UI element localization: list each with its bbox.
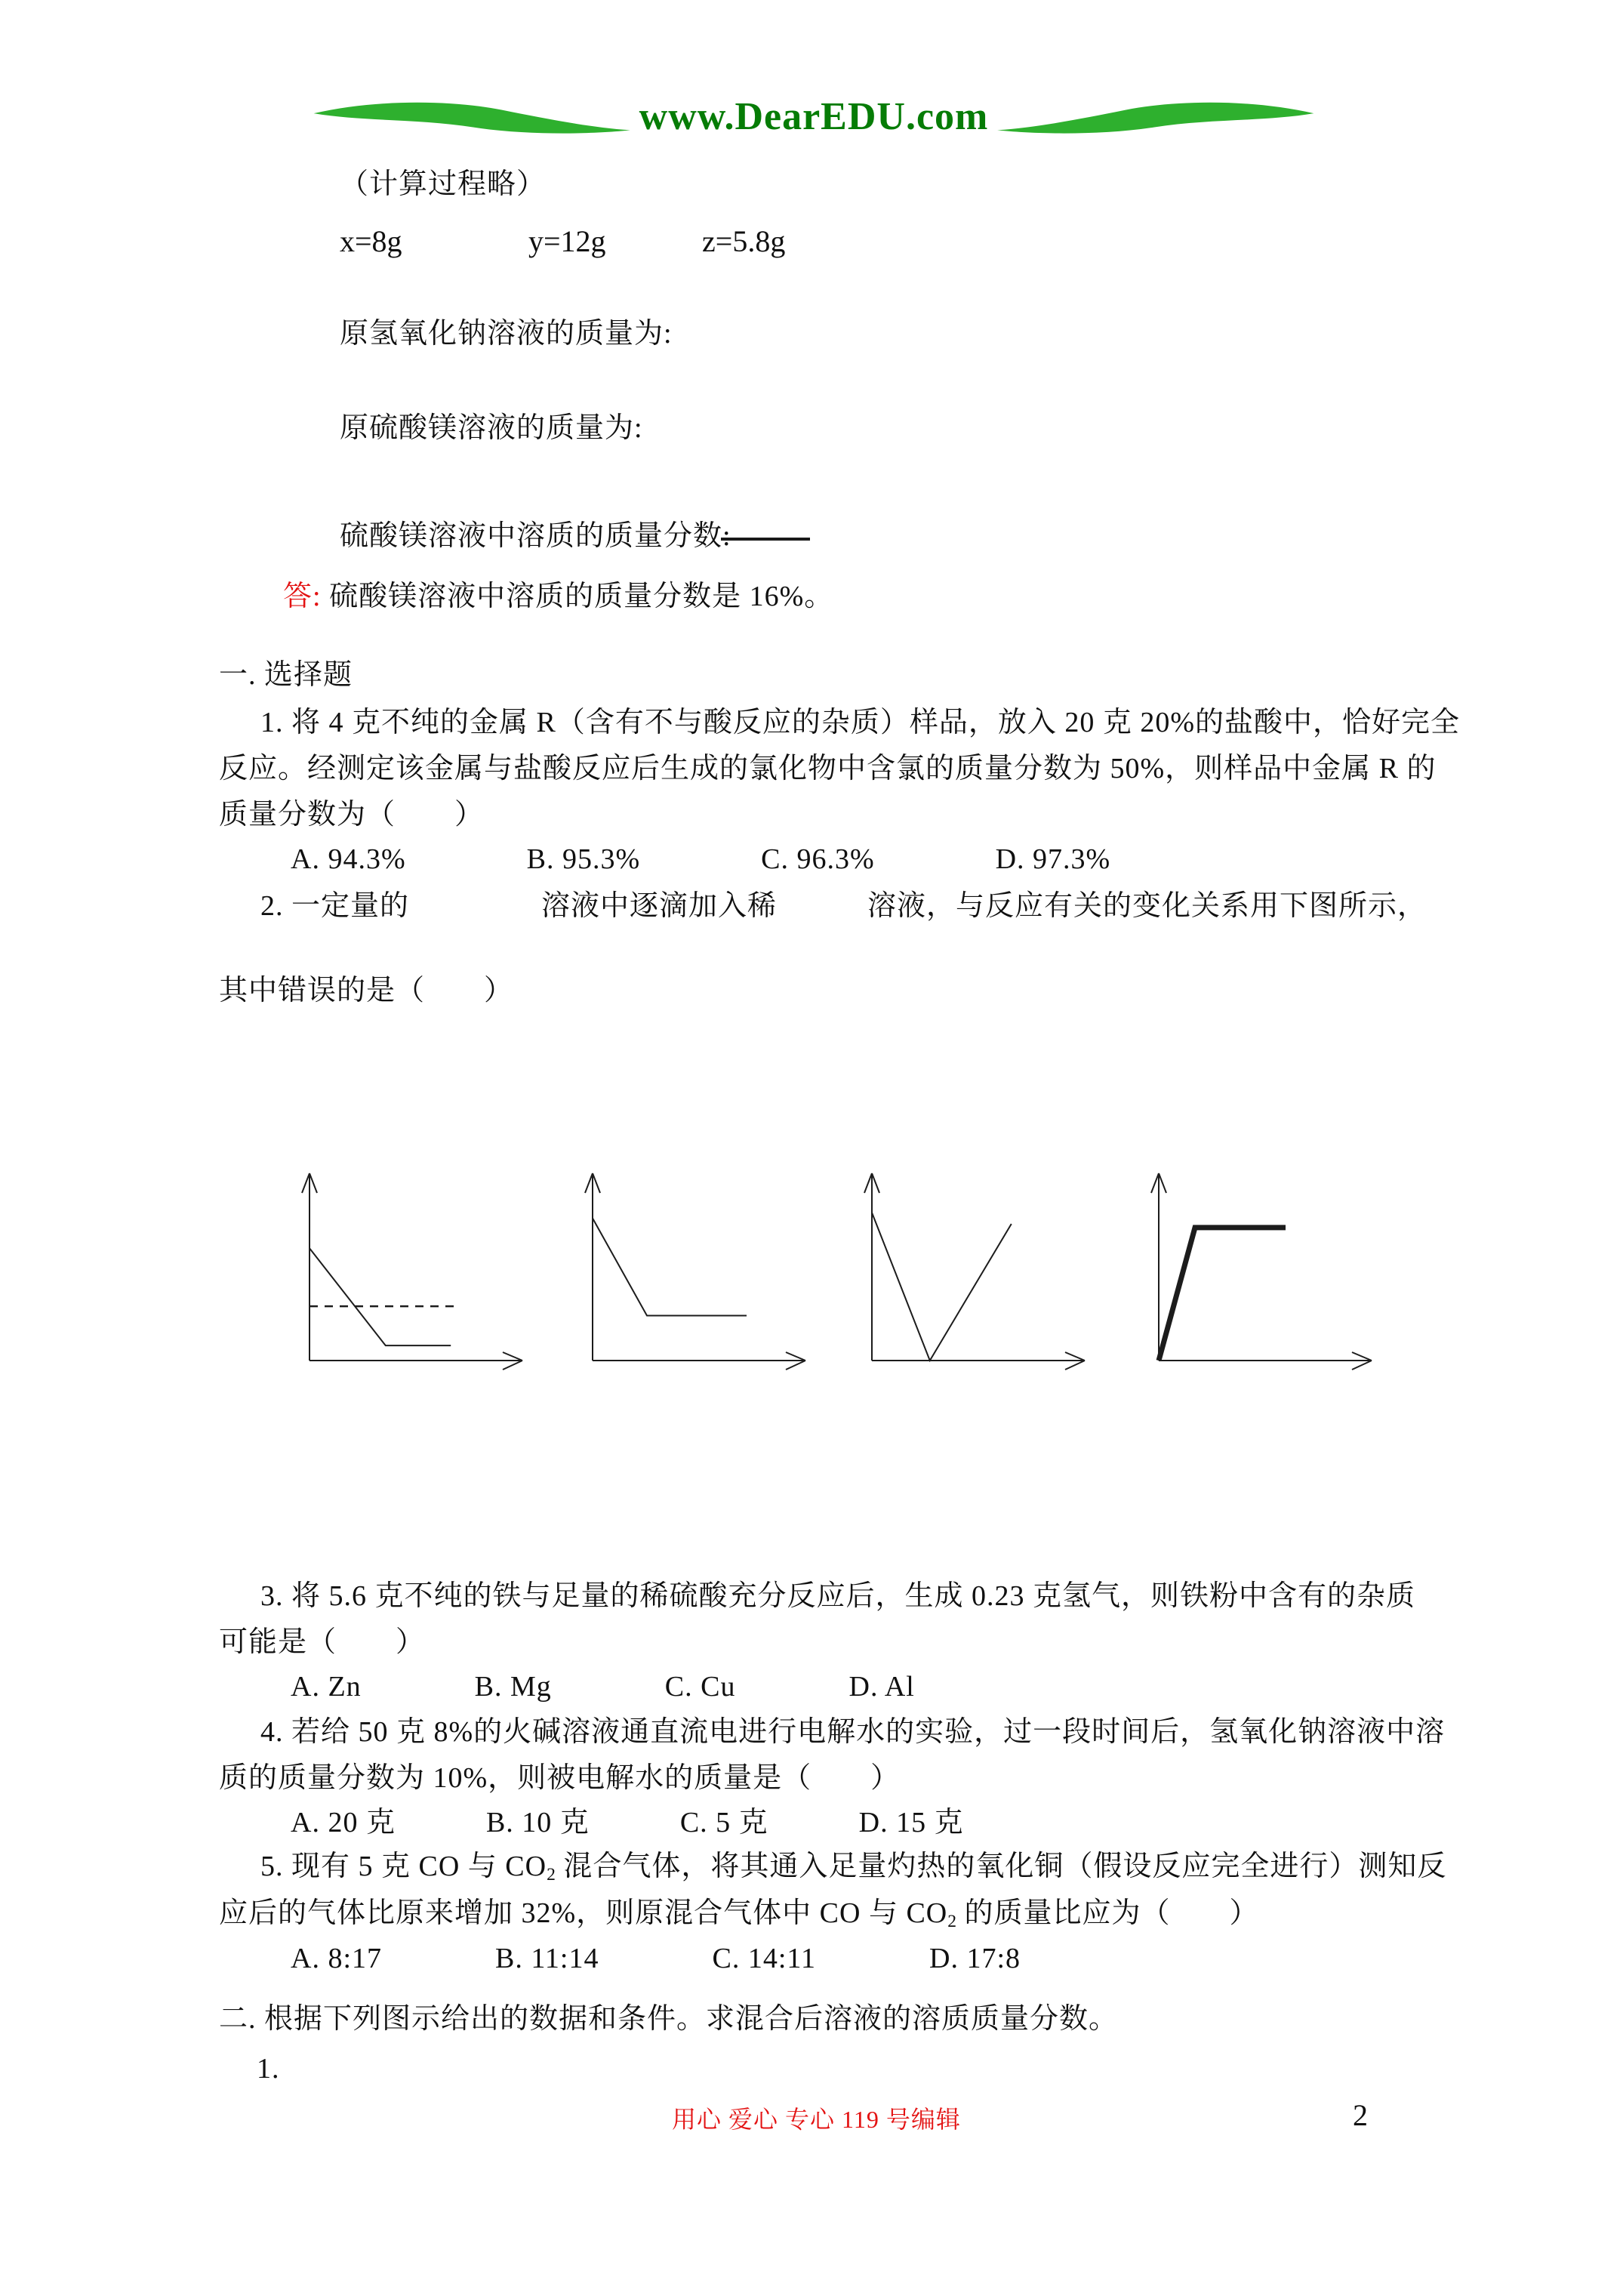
q5-options: [291, 1942, 1021, 1977]
answer-line: [283, 580, 833, 615]
q3-option-d: D. Al: [848, 1671, 915, 1703]
q5-line1-text: 5. 现有 5 克 CO 与 CO: [260, 1851, 547, 1882]
q2-line1-part1: 2. 一定量的: [260, 890, 410, 922]
graph-d: [1144, 1163, 1385, 1389]
q4-option-c: C. 5 克: [679, 1807, 768, 1838]
q2-line2: 其中错误的是（ ）: [219, 975, 514, 1006]
q1-line1: 1. 将 4 克不纯的金属 R（含有不与酸反应的杂质）样品，放入 20 克 20%的盐酸中，恰好完全: [260, 707, 1461, 738]
q2-line1-part3: 溶液，与反应有关的变化关系用下图所示，: [867, 890, 1427, 922]
graph-a: [294, 1163, 536, 1389]
logo-swoosh-left-icon: [310, 92, 635, 140]
q5-line2-text: 应后的气体比原来增加 32%，则原混合气体中 CO 与 CO: [219, 1897, 948, 1929]
graph-c: [857, 1163, 1098, 1389]
q3-options: [291, 1670, 915, 1705]
naoh-mass-line: 原氢氧化钠溶液的质量为:: [340, 318, 673, 350]
q5-option-a: A. 8:17: [291, 1943, 382, 1974]
q4-option-d: D. 15 克: [858, 1807, 964, 1838]
q1-option-d: D. 97.3%: [995, 843, 1111, 875]
answer-text: 硫酸镁溶液中溶质的质量分数是 16%。: [329, 581, 834, 612]
q4-line2: 质的质量分数为 10%，则被电解水的质量是（ ）: [219, 1762, 901, 1794]
fill-in-blank-line: [721, 538, 810, 541]
q3-option-a: A. Zn: [291, 1671, 362, 1703]
mass-fraction-line: 硫酸镁溶液中溶质的质量分数:: [340, 520, 731, 552]
q1-line3: 质量分数为（ ）: [219, 799, 485, 831]
graph-b: [577, 1163, 819, 1389]
q2-line1-part2: 溶液中逐滴加入稀: [541, 890, 778, 922]
q3-line2: 可能是（ ）: [219, 1626, 426, 1658]
section2-item1: 1.: [257, 2053, 280, 2085]
x-value: x=8g: [340, 224, 402, 258]
q3-option-b: B. Mg: [474, 1671, 552, 1703]
q5-line2-text2: 的质量比应为（ ）: [956, 1897, 1259, 1929]
site-logo-banner: [278, 85, 1350, 148]
q5-option-d: D. 17:8: [929, 1943, 1021, 1974]
section1-title: 一. 选择题: [219, 659, 353, 691]
footer-note: 用心 爱心 专心 119 号编辑: [672, 2106, 961, 2133]
mgso4-mass-line: 原硫酸镁溶液的质量为:: [340, 412, 643, 444]
q4-option-b: B. 10 克: [485, 1807, 590, 1838]
section2-title: 二. 根据下列图示给出的数据和条件。求混合后溶液的溶质质量分数。: [219, 2003, 1119, 2035]
q1-option-a: A. 94.3%: [291, 843, 406, 875]
q5-option-c: C. 14:11: [712, 1943, 816, 1974]
q4-options: [291, 1806, 964, 1841]
q4-line1: 4. 若给 50 克 8%的火碱溶液通直流电进行电解水的实验，过一段时间后，氢氧化钠溶液中溶: [260, 1716, 1446, 1748]
q5-line1: [260, 1850, 1446, 1885]
q1-option-b: B. 95.3%: [526, 843, 641, 875]
q3-line1: 3. 将 5.6 克不纯的铁与足量的稀硫酸充分反应后，生成 0.23 克氢气，则铁粉中含有的杂质: [260, 1580, 1416, 1612]
q5-line2: [219, 1897, 1259, 1932]
logo-swoosh-right-icon: [993, 92, 1317, 140]
q4-option-a: A. 20 克: [291, 1807, 396, 1838]
q3-option-c: C. Cu: [664, 1671, 736, 1703]
q2-line1: [260, 889, 1427, 924]
q5-co2-subscript2: 2: [947, 1911, 957, 1931]
page-number: 2: [1353, 2098, 1369, 2132]
q1-option-c: C. 96.3%: [761, 843, 875, 875]
q1-line2: 反应。经测定该金属与盐酸反应后生成的氯化物中含氯的质量分数为 50%，则样品中金属 R 的: [219, 753, 1437, 784]
q5-option-b: B. 11:14: [495, 1943, 599, 1974]
q5-line1-text2: 混合气体，将其通入足量灼热的氧化铜（假设反应完全进行）测知反: [555, 1851, 1447, 1882]
q1-options: [291, 843, 1110, 877]
q5-co2-subscript: 2: [547, 1864, 556, 1885]
calc-note: （计算过程略）: [340, 168, 547, 200]
answer-label: 答:: [283, 581, 322, 612]
y-value: y=12g: [528, 224, 606, 258]
logo-text: www.DearEDU.com: [639, 94, 989, 138]
z-value: z=5.8g: [702, 224, 786, 258]
